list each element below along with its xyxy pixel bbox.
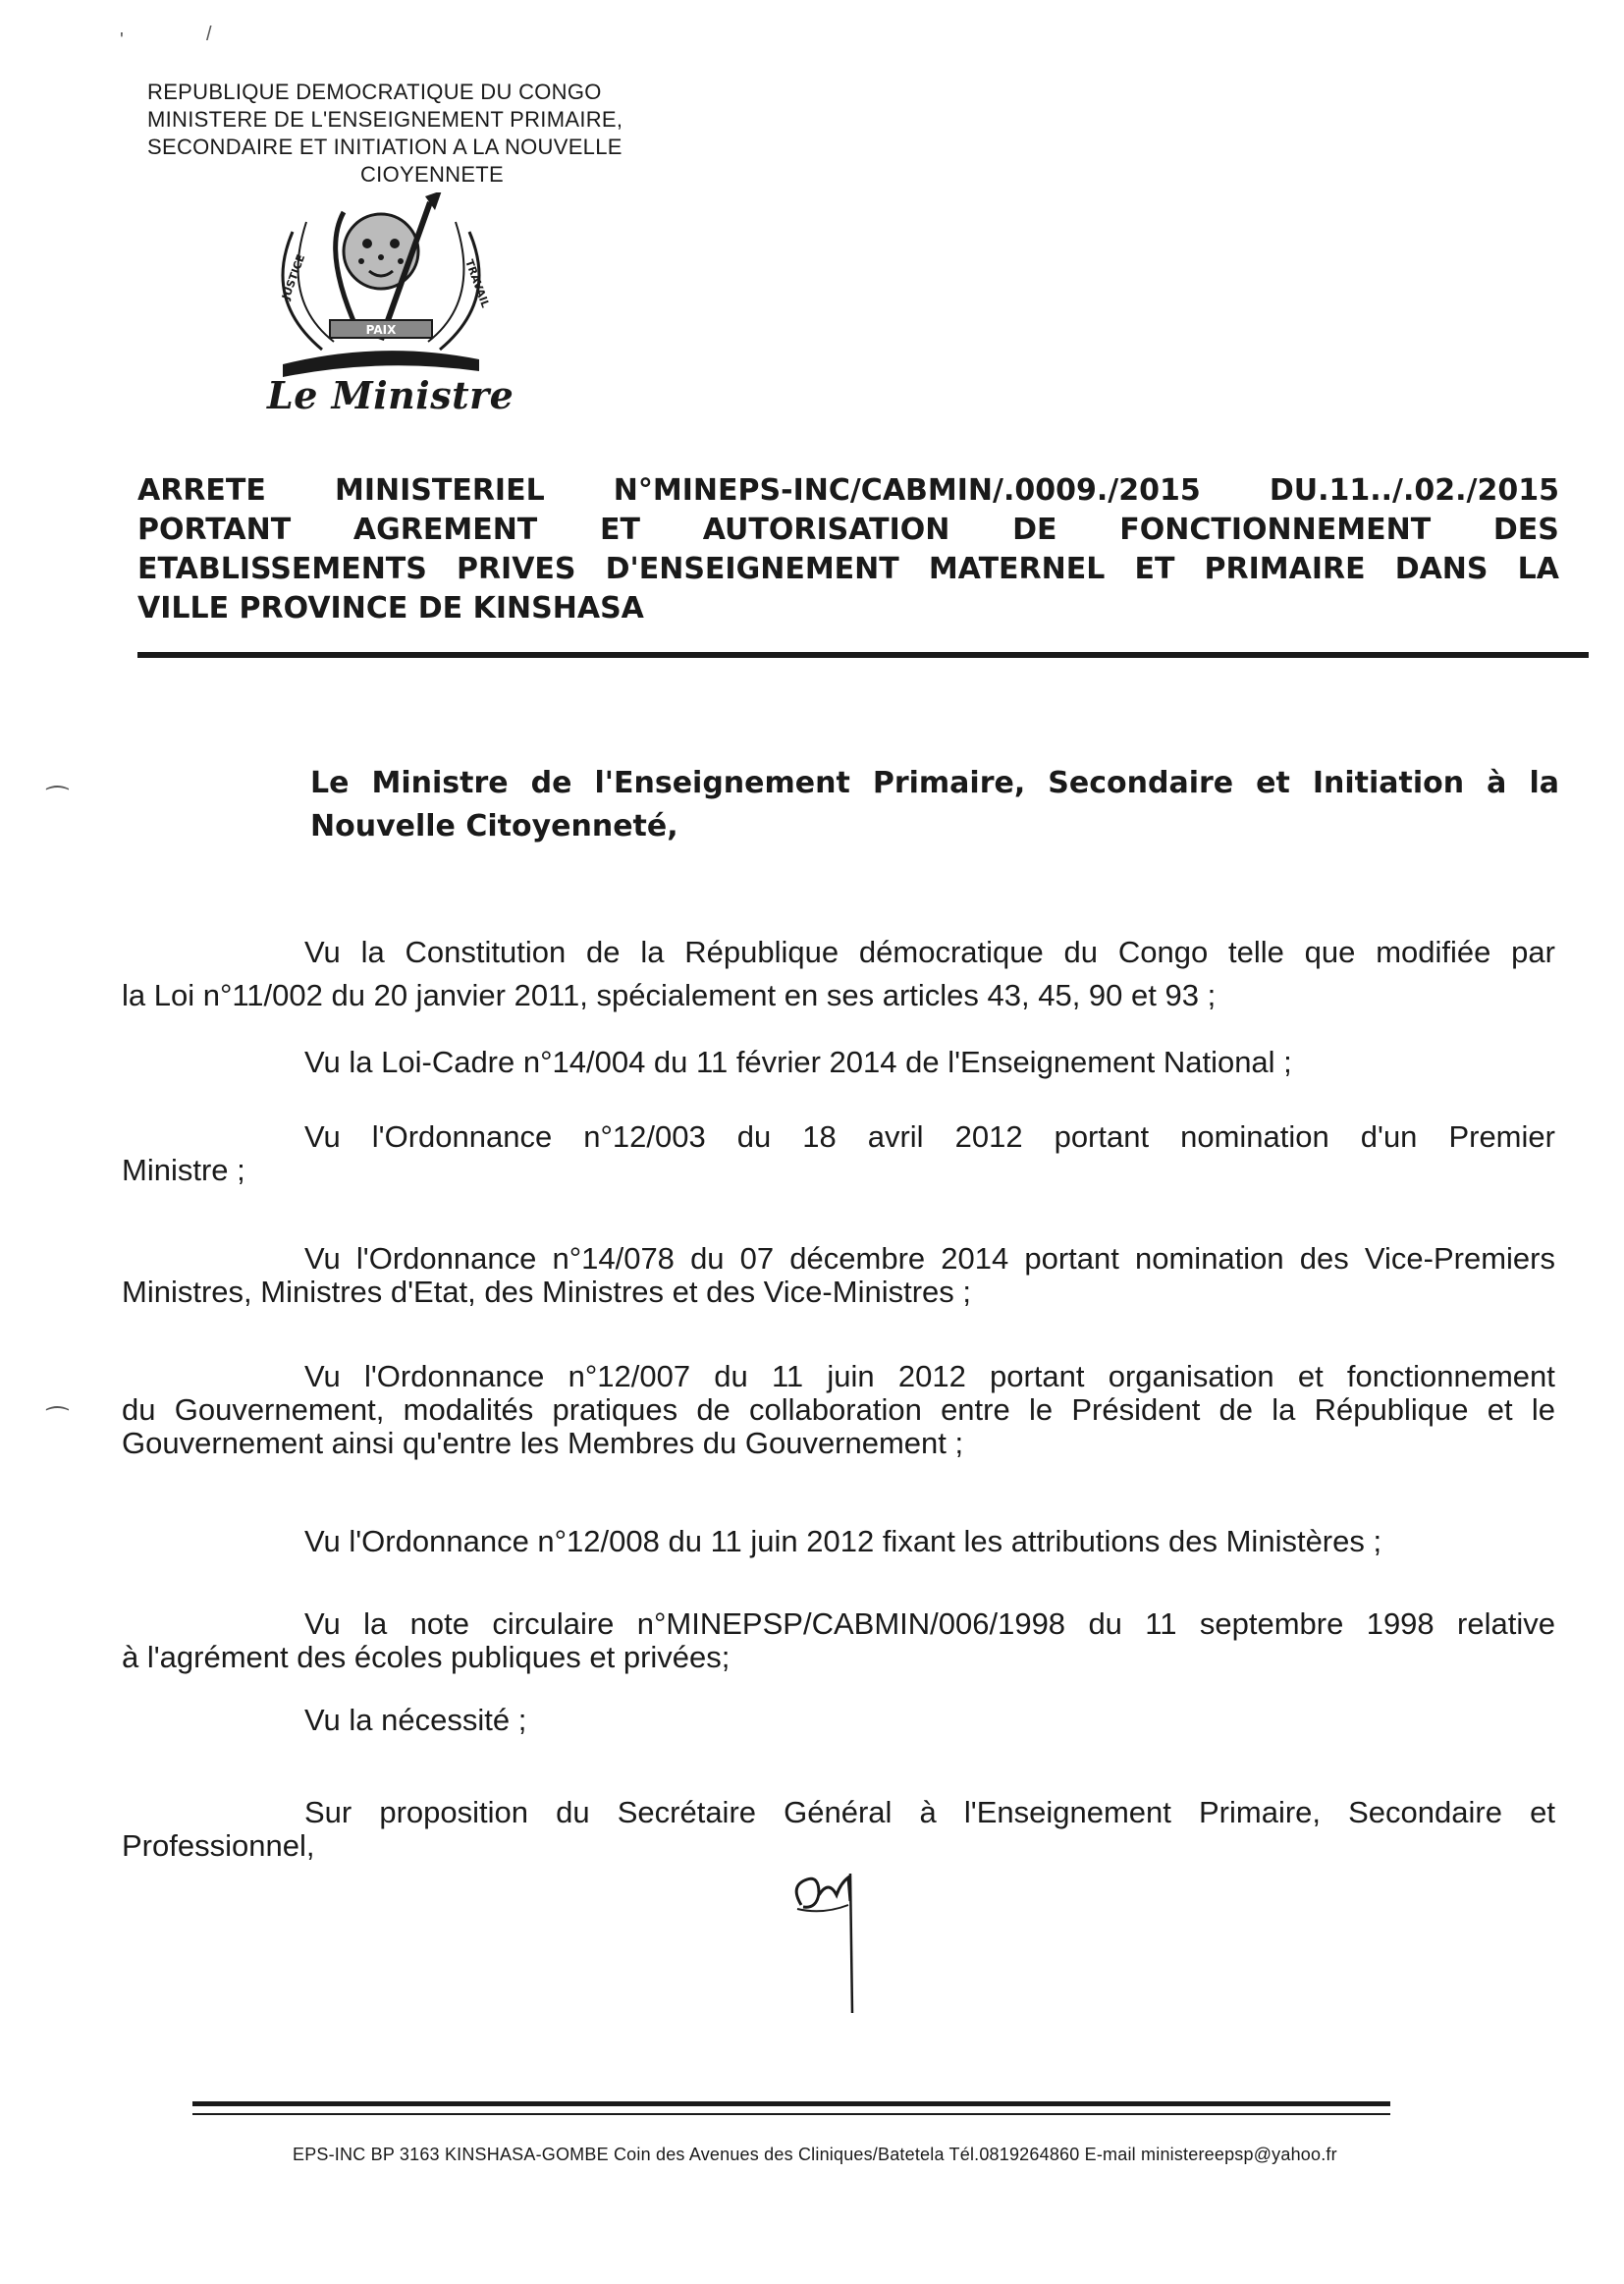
- coat-of-arms-icon: [263, 192, 499, 389]
- consideration-line: Vu la Loi-Cadre n°14/004 du 11 février 2014 de l'Enseignement National ;: [304, 1045, 1292, 1079]
- consideration-line: [122, 1359, 1555, 1394]
- consideration-word: pratiques: [552, 1392, 678, 1427]
- consideration-word: et: [1297, 1359, 1324, 1393]
- intro-word: Primaire,: [872, 766, 1026, 800]
- scan-speck: ⁀: [47, 1406, 68, 1436]
- decree-number: N°MINEPS-INC/CABMIN/.0009./2015: [613, 473, 1201, 508]
- consideration-word: telle: [1227, 935, 1284, 969]
- consideration-word: de: [1218, 1392, 1254, 1427]
- consideration-word: relative: [1457, 1606, 1555, 1641]
- signatory-title: Le Ministre: [267, 373, 514, 417]
- consideration-word: Congo: [1117, 935, 1209, 969]
- intro-word: Le: [310, 766, 350, 800]
- consideration-word: proposition: [379, 1795, 529, 1829]
- consideration-word: portant: [1024, 1241, 1119, 1276]
- scan-speck: /: [206, 24, 212, 45]
- title-word: ARRETE: [137, 473, 266, 508]
- intro-word: Ministre: [371, 766, 509, 800]
- consideration-word: Secrétaire: [617, 1795, 757, 1829]
- consideration-word: Premier: [1448, 1119, 1555, 1154]
- consideration-word: Constitution: [405, 935, 567, 969]
- consideration-word: l'Enseignement: [963, 1795, 1171, 1829]
- consideration-word: Sur: [304, 1795, 352, 1829]
- consideration-word: Secondaire: [1348, 1795, 1502, 1829]
- consideration-word: du: [690, 1241, 725, 1276]
- decree-title: [137, 471, 1559, 628]
- consideration-word: Gouvernement,: [174, 1392, 385, 1427]
- ministry-name-line3: CIOYENNETE: [359, 162, 505, 187]
- consideration-word: collaboration: [749, 1392, 922, 1427]
- scan-speck: ⁀: [47, 786, 68, 815]
- consideration-word: et: [1487, 1392, 1513, 1427]
- intro-word: Initiation: [1312, 766, 1465, 800]
- title-word: DES: [1492, 513, 1559, 547]
- ministry-name-line1: MINISTERE DE L'ENSEIGNEMENT PRIMAIRE,: [147, 107, 623, 132]
- title-word: PORTANT: [137, 513, 292, 547]
- svg-text:TRAVAIL: TRAVAIL: [462, 257, 492, 310]
- consideration-word: d'un: [1360, 1119, 1418, 1154]
- consideration-word: de: [586, 935, 621, 969]
- consideration-word: n°14/078: [552, 1241, 675, 1276]
- consideration-word: par: [1511, 935, 1555, 969]
- consideration-word: portant: [1054, 1119, 1150, 1154]
- scan-speck: ': [120, 29, 124, 51]
- consideration-line: Vu l'Ordonnance n°12/008 du 11 juin 2012 fixant les attributions des Ministères ;: [304, 1524, 1382, 1558]
- footer-rule: [192, 2113, 1390, 2115]
- title-word: AUTORISATION: [702, 513, 950, 547]
- title-line: [137, 471, 1559, 511]
- consideration-word: Président: [1071, 1392, 1201, 1427]
- intro-line: [310, 762, 1559, 805]
- consideration-word: Général: [784, 1795, 893, 1829]
- consideration-word: de: [696, 1392, 731, 1427]
- consideration-line: Professionnel,: [122, 1828, 315, 1863]
- title-word: MINISTERIEL: [334, 473, 545, 508]
- consideration-word: et: [1530, 1795, 1555, 1829]
- title-word: PRIVES: [456, 552, 576, 586]
- consideration-word: du: [556, 1795, 590, 1829]
- intro-line: Nouvelle Citoyenneté,: [310, 809, 678, 843]
- minister-intro: [310, 762, 1559, 848]
- consideration-word: portant: [990, 1359, 1085, 1393]
- consideration-word: République: [684, 935, 839, 969]
- consideration-word: avril: [867, 1119, 924, 1154]
- consideration-word: la: [640, 935, 665, 969]
- consideration-word: la: [360, 935, 385, 969]
- consideration-word: nomination: [1135, 1241, 1284, 1276]
- consideration-line: [122, 1241, 1555, 1277]
- intro-word: de: [530, 766, 572, 800]
- consideration-word: modalités: [403, 1392, 534, 1427]
- consideration-word: nomination: [1180, 1119, 1329, 1154]
- consideration-word: Vu: [304, 1606, 341, 1641]
- consideration-word: l'Ordonnance: [363, 1359, 545, 1393]
- title-word: FONCTIONNEMENT: [1119, 513, 1432, 547]
- consideration-word: juin: [827, 1359, 875, 1393]
- title-line: VILLE PROVINCE DE KINSHASA: [137, 591, 644, 625]
- title-word: LA: [1517, 552, 1559, 586]
- consideration-word: que: [1304, 935, 1356, 969]
- footer-rule: [192, 2101, 1390, 2106]
- consideration-word: Vu: [304, 1241, 341, 1276]
- ministry-name-line2: SECONDAIRE ET INITIATION A LA NOUVELLE: [147, 135, 623, 159]
- consideration-word: du: [714, 1359, 748, 1393]
- consideration-line: [122, 935, 1555, 970]
- consideration-word: des: [1299, 1241, 1349, 1276]
- consideration-word: septembre: [1199, 1606, 1344, 1641]
- consideration-line: [122, 1119, 1555, 1155]
- consideration-word: note: [409, 1606, 470, 1641]
- consideration-word: n°MINEPSP/CABMIN/006/1998: [636, 1606, 1066, 1641]
- consideration-word: 2012: [897, 1359, 966, 1393]
- consideration-word: 2012: [954, 1119, 1023, 1154]
- consideration-word: circulaire: [492, 1606, 615, 1641]
- consideration-word: le: [1531, 1392, 1555, 1427]
- consideration-word: organisation: [1108, 1359, 1274, 1393]
- consideration-word: décembre: [789, 1241, 926, 1276]
- consideration-word: Vu: [304, 1359, 341, 1393]
- intro-word: l'Enseignement: [594, 766, 850, 800]
- consideration-word: du: [122, 1392, 156, 1427]
- consideration-word: République: [1314, 1392, 1469, 1427]
- consideration-line: [122, 1795, 1555, 1830]
- consideration-word: 18: [802, 1119, 837, 1154]
- consideration-word: Vice-Premiers: [1364, 1241, 1555, 1276]
- consideration-word: l'Ordonnance: [371, 1119, 553, 1154]
- consideration-line: [122, 1392, 1555, 1428]
- consideration-line: la Loi n°11/002 du 20 janvier 2011, spécialement en ses articles 43, 45, 90 et 93 ;: [122, 978, 1217, 1012]
- title-word: DE: [1012, 513, 1057, 547]
- title-underline: [137, 652, 1589, 658]
- title-line: [137, 550, 1559, 589]
- consideration-line: Gouvernement ainsi qu'entre les Membres du Gouvernement ;: [122, 1426, 964, 1460]
- consideration-line: à l'agrément des écoles publiques et privées;: [122, 1640, 731, 1674]
- consideration-word: à: [919, 1795, 937, 1829]
- consideration-word: 2014: [941, 1241, 1009, 1276]
- consideration-word: entre: [941, 1392, 1010, 1427]
- title-word: ET: [1134, 552, 1175, 586]
- consideration-word: modifiée: [1376, 935, 1491, 969]
- consideration-word: fonctionnement: [1346, 1359, 1555, 1393]
- footer-address: EPS-INC BP 3163 KINSHASA-GOMBE Coin des Avenues des Cliniques/Batetela Tél.0819264860 E-mail ministereepsp@yahoo.fr: [293, 2145, 1337, 2164]
- svg-text:JUSTICE: JUSTICE: [279, 252, 308, 302]
- letterhead: [147, 79, 717, 189]
- intro-word: à: [1487, 766, 1507, 800]
- consideration-word: Vu: [304, 1119, 341, 1154]
- consideration-word: 07: [739, 1241, 775, 1276]
- consideration-word: l'Ordonnance: [355, 1241, 537, 1276]
- title-word: D'ENSEIGNEMENT: [605, 552, 899, 586]
- consideration-word: démocratique: [858, 935, 1044, 969]
- consideration-word: du: [1088, 1606, 1122, 1641]
- intro-word: et: [1256, 766, 1290, 800]
- consideration-word: le: [1028, 1392, 1054, 1427]
- decree-date: DU.11../.02./2015: [1269, 473, 1559, 508]
- consideration-word: du: [736, 1119, 772, 1154]
- consideration-line: Ministre ;: [122, 1153, 245, 1187]
- title-word: ET: [600, 513, 640, 547]
- consideration-line: Vu la nécessité ;: [304, 1703, 527, 1737]
- consideration-word: 11: [771, 1359, 804, 1393]
- consideration-word: 1998: [1366, 1606, 1435, 1641]
- consideration-line: [122, 1606, 1555, 1642]
- country-name: REPUBLIQUE DEMOCRATIQUE DU CONGO: [147, 80, 602, 104]
- consideration-word: Primaire,: [1199, 1795, 1322, 1829]
- consideration-word: n°12/007: [568, 1359, 691, 1393]
- consideration-word: la: [1272, 1392, 1296, 1427]
- consideration-word: Vu: [304, 935, 341, 969]
- consideration-word: la: [363, 1606, 388, 1641]
- consideration-word: 11: [1145, 1606, 1177, 1641]
- title-word: AGREMENT: [352, 513, 538, 547]
- handwritten-initials-icon: [789, 1866, 888, 2023]
- consideration-word: n°12/003: [583, 1119, 706, 1154]
- consideration-line: Ministres, Ministres d'Etat, des Ministres et des Vice-Ministres ;: [122, 1275, 971, 1309]
- title-line: [137, 511, 1559, 550]
- title-word: DANS: [1394, 552, 1489, 586]
- title-word: PRIMAIRE: [1204, 552, 1366, 586]
- title-word: MATERNEL: [928, 552, 1106, 586]
- title-word: ETABLISSEMENTS: [137, 552, 427, 586]
- svg-text:PAIX: PAIX: [365, 323, 397, 337]
- intro-word: Secondaire: [1048, 766, 1234, 800]
- intro-word: la: [1529, 766, 1559, 800]
- consideration-word: du: [1063, 935, 1099, 969]
